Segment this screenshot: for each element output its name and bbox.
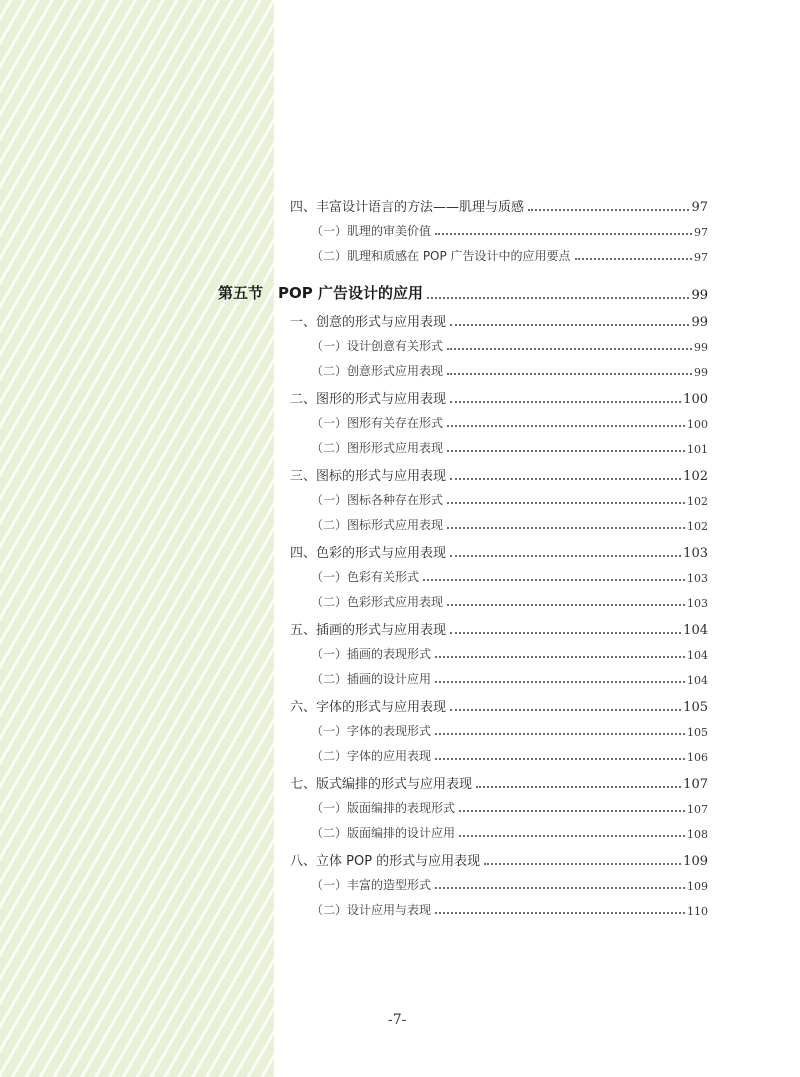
toc-entry[interactable] xyxy=(311,722,708,739)
toc-entry[interactable] xyxy=(290,465,708,484)
toc-entry-label: 八、立体 POP 的形式与应用表现 xyxy=(290,854,481,869)
toc-entry[interactable] xyxy=(311,222,708,239)
toc-entry-label: （一）图形有关存在形式 xyxy=(311,416,444,430)
leader-dots xyxy=(450,401,681,403)
toc-entry-page: 106 xyxy=(687,751,708,764)
toc-entry-label: （二）图标形式应用表现 xyxy=(311,518,444,532)
toc-entry-page: 99 xyxy=(694,341,708,354)
toc-entry[interactable] xyxy=(311,414,708,431)
toc-entry-page: 100 xyxy=(683,392,708,407)
toc-entry-page: 103 xyxy=(687,572,708,585)
leader-dots xyxy=(447,527,685,529)
leader-dots xyxy=(435,733,685,735)
toc-entry-page: 100 xyxy=(687,418,708,431)
toc-entry-label: （二）图形形式应用表现 xyxy=(311,441,444,455)
toc-entry[interactable] xyxy=(290,542,708,561)
toc-entry-page: 107 xyxy=(683,777,708,792)
toc-entry-page: 97 xyxy=(694,226,708,239)
toc-entry-page: 99 xyxy=(691,315,708,330)
leader-dots xyxy=(450,324,689,326)
leader-dots xyxy=(450,709,681,711)
leader-dots xyxy=(435,233,692,235)
leader-dots xyxy=(435,681,685,683)
toc-entry-page: 102 xyxy=(687,495,708,508)
page-number: -7- xyxy=(388,1012,407,1028)
toc-entry-label: 四、色彩的形式与应用表现 xyxy=(290,546,447,561)
toc-entry[interactable] xyxy=(290,773,708,792)
toc-entry-label: （一）色彩有关形式 xyxy=(311,570,420,584)
toc-entry[interactable] xyxy=(311,593,708,610)
toc-entry[interactable] xyxy=(290,619,708,638)
toc-entry-label: （二）创意形式应用表现 xyxy=(311,364,444,378)
toc-entry-label: 四、丰富设计语言的方法——肌理与质感 xyxy=(290,200,525,215)
toc-entry-label: 第五节 POP 广告设计的应用 xyxy=(218,284,423,302)
toc-entry-label: 六、字体的形式与应用表现 xyxy=(290,700,447,715)
toc-entry-page: 104 xyxy=(683,623,708,638)
toc-entry-page: 103 xyxy=(683,546,708,561)
toc-entry[interactable] xyxy=(311,670,708,687)
toc-entry-page: 104 xyxy=(687,649,708,662)
toc-entry-label: （二）插画的设计应用 xyxy=(311,672,432,686)
toc-entry[interactable] xyxy=(311,491,708,508)
toc-entry-page: 102 xyxy=(687,520,708,533)
toc-entry-label: 三、图标的形式与应用表现 xyxy=(290,469,447,484)
toc-entry-label: 五、插画的形式与应用表现 xyxy=(290,623,447,638)
toc-entry[interactable] xyxy=(311,337,708,354)
toc-entry-label: （一）丰富的造型形式 xyxy=(311,878,432,892)
toc-entry[interactable] xyxy=(311,645,708,662)
toc-entry-page: 103 xyxy=(687,597,708,610)
toc-entry-page: 99 xyxy=(694,366,708,379)
leader-dots xyxy=(447,425,685,427)
toc-entry[interactable] xyxy=(290,311,708,330)
toc-entry-label: （二）版面编排的设计应用 xyxy=(311,826,456,840)
toc-entry[interactable] xyxy=(311,824,708,841)
toc-entry[interactable] xyxy=(311,876,708,893)
leader-dots xyxy=(450,555,681,557)
toc-entry[interactable] xyxy=(311,901,708,918)
toc-entry[interactable] xyxy=(290,196,708,215)
toc-entry[interactable] xyxy=(290,850,708,869)
leader-dots xyxy=(484,863,681,865)
leader-dots xyxy=(423,579,685,581)
toc-entry[interactable] xyxy=(311,439,708,456)
toc-entry-label: （二）字体的应用表现 xyxy=(311,749,432,763)
leader-dots xyxy=(459,835,685,837)
toc-entry-label: 二、图形的形式与应用表现 xyxy=(290,392,447,407)
toc-entry[interactable] xyxy=(311,516,708,533)
toc-entry-label: （二）设计应用与表现 xyxy=(311,903,432,917)
toc-entry-page: 109 xyxy=(683,854,708,869)
toc-entry-page: 104 xyxy=(687,674,708,687)
toc-entry-label: （二）色彩形式应用表现 xyxy=(311,595,444,609)
toc-entry[interactable] xyxy=(290,696,708,715)
leader-dots xyxy=(447,604,685,606)
toc-entry-page: 97 xyxy=(691,200,708,215)
leader-dots xyxy=(427,297,689,299)
toc-entry-page: 110 xyxy=(687,905,708,918)
toc-entry-label: （一）设计创意有关形式 xyxy=(311,339,444,353)
toc-entry-page: 101 xyxy=(687,443,708,456)
toc-entry-page: 97 xyxy=(694,251,708,264)
toc-entry[interactable] xyxy=(311,747,708,764)
toc-entry-page: 105 xyxy=(687,726,708,739)
toc-entry-label: 一、创意的形式与应用表现 xyxy=(290,315,447,330)
toc-entry-page: 108 xyxy=(687,828,708,841)
toc-entry-label: （一）版面编排的表现形式 xyxy=(311,801,456,815)
toc-entry-label: （二）肌理和质感在 POP 广告设计中的应用要点 xyxy=(311,249,571,263)
toc-entry[interactable] xyxy=(311,568,708,585)
toc-entry-page: 99 xyxy=(691,288,708,303)
toc-entry[interactable] xyxy=(311,799,708,816)
leader-dots xyxy=(447,502,685,504)
toc-entry-label: （一）插画的表现形式 xyxy=(311,647,432,661)
toc-entry-label: （一）字体的表现形式 xyxy=(311,724,432,738)
toc-entry-label: 七、版式编排的形式与应用表现 xyxy=(290,777,473,792)
leader-dots xyxy=(450,478,681,480)
toc-entry-page: 102 xyxy=(683,469,708,484)
toc-entry[interactable] xyxy=(311,362,708,379)
toc-entry-page: 107 xyxy=(687,803,708,816)
leader-dots xyxy=(435,887,685,889)
toc-section-heading[interactable] xyxy=(218,282,708,303)
toc-entry-label: （一）肌理的审美价值 xyxy=(311,224,432,238)
leader-dots xyxy=(459,810,685,812)
leader-dots xyxy=(435,656,685,658)
toc-entry-page: 109 xyxy=(687,880,708,893)
toc-entry-label: （一）图标各种存在形式 xyxy=(311,493,444,507)
leader-dots xyxy=(476,786,681,788)
leader-dots xyxy=(435,758,685,760)
leader-dots xyxy=(575,258,692,260)
leader-dots xyxy=(447,348,692,350)
leader-dots xyxy=(447,450,685,452)
leader-dots xyxy=(435,912,685,914)
toc-entry-page: 105 xyxy=(683,700,708,715)
leader-dots xyxy=(450,632,681,634)
toc-entry[interactable] xyxy=(290,388,708,407)
leader-dots xyxy=(528,209,689,211)
leader-dots xyxy=(447,373,692,375)
toc-entry[interactable] xyxy=(311,247,708,264)
